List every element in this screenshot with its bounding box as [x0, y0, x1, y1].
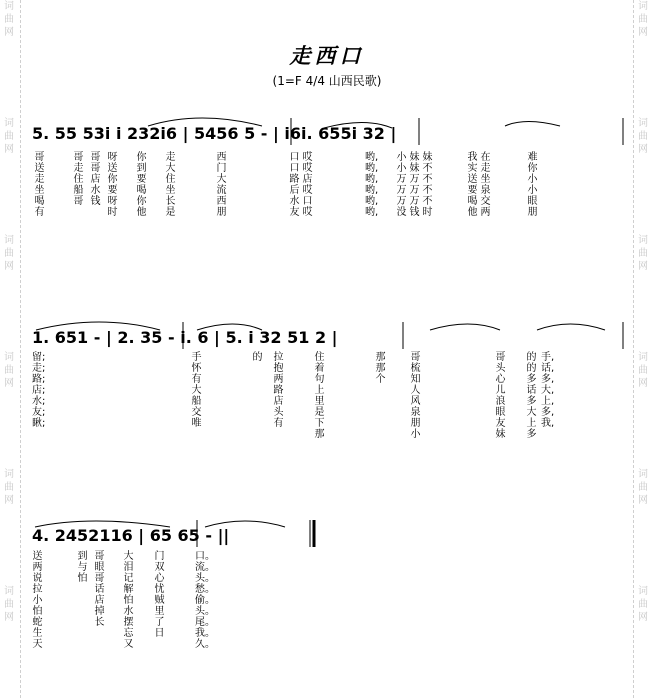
lyrics-line-3	[32, 551, 215, 650]
watermark-left: 词 曲 网 词 曲 网 词 曲 网 词 曲 网 词 曲 网 词 曲 网	[4, 1, 14, 623]
lyric-column: 哥 眼 哥 话 店 掉 长	[94, 551, 105, 628]
lyrics-line-2	[32, 352, 555, 440]
lyric-column: 哥 送 走 坐 喝 有	[34, 152, 45, 218]
lyric-column: 妹 不 不 不 不 时	[422, 152, 433, 218]
lyric-column: 哟, 哟, 哟, 哟, 哟, 哟,	[365, 152, 379, 218]
lyric-column: 的	[252, 352, 263, 363]
lyric-column: 哥 走 住 船 哥	[73, 152, 84, 207]
lyric-column: 我 实 送 要 喝 他	[467, 152, 478, 218]
lyric-column: 的 的 多 话 多 大 上 多	[526, 352, 537, 440]
lyric-column: 口 口 路 后 水 友	[289, 152, 300, 218]
lyric-column: 大 泪 记 解 怕 水 摆 忘 又	[123, 551, 134, 650]
lyric-column: 口。 流。 头。 愁。 偷。 头。 尾。 我。 久。	[195, 551, 215, 650]
lyric-column: 留; 走; 路; 店; 水; 友; 瞅;	[32, 352, 46, 429]
lyric-column: 手 怀 有 大 船 交 唯	[191, 352, 202, 429]
lyric-column: 走 大 住 坐 长 是	[165, 152, 176, 218]
song-subtitle: (1=F 4/4 山西民歌)	[272, 74, 382, 88]
lyric-column: 哥 哥 店 水 钱	[90, 152, 101, 207]
watermark-right: 词 曲 网 词 曲 网 词 曲 网 词 曲 网 词 曲 网 词 曲 网	[638, 1, 648, 623]
notation-line-3: 4. 2452116 | 65 65 - ||	[32, 526, 230, 545]
lyric-column: 哎 哎 店 哎 口 哎	[302, 152, 313, 218]
lyric-column: 西 门 大 流 西 朋	[216, 152, 227, 218]
lyric-column: 你 到 要 喝 你 他	[136, 152, 147, 218]
lyric-column: 门 双 心 忧 贼 里 了 日	[154, 551, 165, 639]
lyric-column: 在 走 坐 泉 交 两	[480, 152, 491, 218]
lyric-column: 手, 话, 多, 大, 上, 多, 我,	[541, 352, 555, 429]
lyrics-line-1	[34, 152, 538, 218]
lyric-column: 送 两 说 拉 小 怕 蛇 生 天	[32, 551, 43, 650]
lyric-column: 哥 梳 知 人 风 泉 朋 小	[410, 352, 421, 440]
lyric-column: 呀 送 你 要 呀 时	[107, 152, 118, 218]
notation-line-1: 5. 55 53i i 232i6 | 5456 5 - | i6i. 655i 32 |	[32, 124, 397, 143]
lyric-column: 那 那 个	[375, 352, 386, 385]
lyric-column: 难 你 小 小 眼 朋	[527, 152, 538, 218]
lyric-column: 住 着 句 上 里 是 下 那	[314, 352, 325, 440]
notation-line-2: 1. 651 - | 2. 35 - i. 6 | 5. i 32 51 2 |	[32, 328, 338, 347]
lyric-column: 哥 头 心 儿 浪 眼 友 妹	[495, 352, 506, 440]
lyric-column: 妹 妹 万 万 万 钱	[409, 152, 420, 218]
lyric-column: 拉 抱 两 路 店 头 有	[273, 352, 284, 429]
lyric-column: 到 与 怕	[77, 551, 88, 584]
song-title: 走西口	[289, 43, 365, 68]
lyric-column: 小 小 万 万 万 没	[396, 152, 407, 218]
